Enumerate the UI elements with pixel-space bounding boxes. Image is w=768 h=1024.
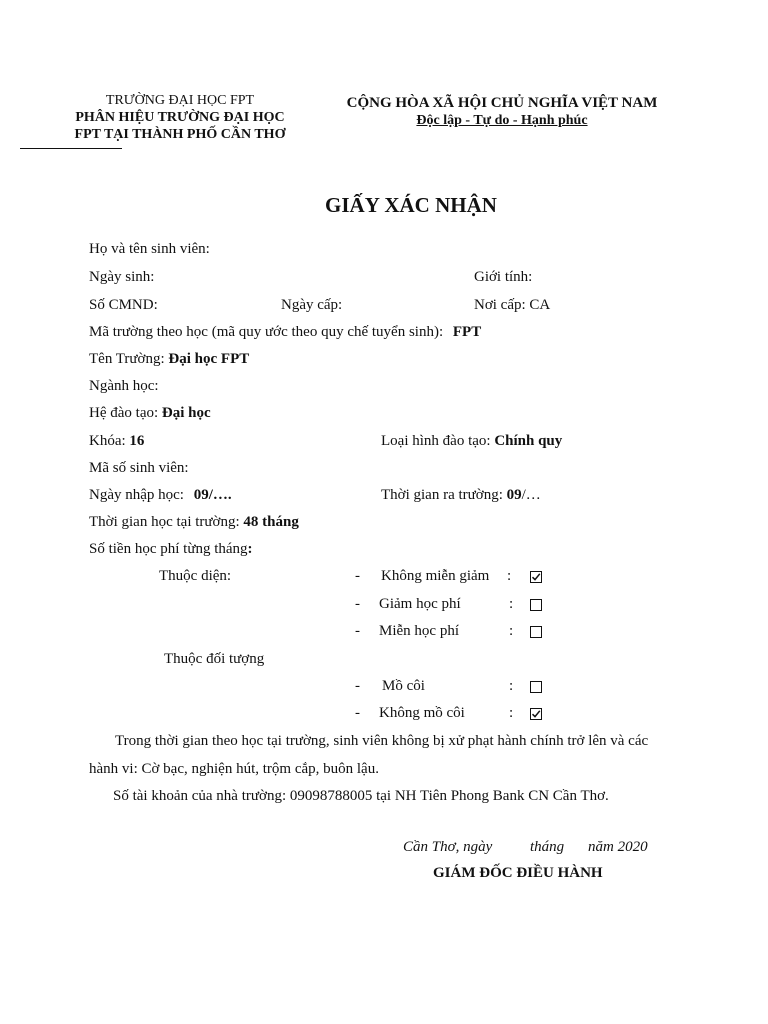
training-type-label: Loại hình đào tạo: xyxy=(381,433,495,449)
monthly-fee-label: Số tiền học phí từng tháng xyxy=(89,541,248,557)
checkbox-fee-reduction[interactable] xyxy=(530,599,542,611)
field-id-number: Số CMND: xyxy=(89,297,158,313)
school-name-value: Đại học FPT xyxy=(168,351,250,367)
training-level-label: Hệ đào tạo: xyxy=(89,405,162,421)
school-name: TRƯỜNG ĐẠI HỌC FPT xyxy=(105,93,255,108)
target-group-label: Thuộc đối tượng xyxy=(164,651,265,667)
field-study-duration xyxy=(89,514,299,531)
field-issue-place xyxy=(474,297,550,314)
field-student-id: Mã số sinh viên: xyxy=(89,460,189,476)
category-label: Thuộc diện: xyxy=(159,568,232,584)
branch-name-line1: PHÂN HIỆU TRƯỜNG ĐẠI HỌC xyxy=(75,110,285,125)
header-left-rule xyxy=(20,148,122,149)
option-label: Mồ côi xyxy=(382,678,425,694)
field-monthly-fee xyxy=(89,541,253,558)
school-code-value: FPT xyxy=(452,324,482,340)
place-date-part2: tháng xyxy=(530,839,565,855)
field-full-name: Họ và tên sinh viên: xyxy=(89,241,210,257)
option-dash: - xyxy=(355,596,360,612)
field-school-code xyxy=(89,324,481,341)
enroll-date-value: 09/…. xyxy=(193,487,232,503)
field-training-level xyxy=(89,405,211,422)
bank-account-info: Số tài khoản của nhà trường: 09098788005 tại NH Tiên Phong Bank CN Cần Thơ. xyxy=(113,788,609,804)
country-name: CỘNG HÒA XÃ HỘI CHỦ NGHĨA VIỆT NAM xyxy=(346,95,658,111)
option-colon: : xyxy=(507,568,512,584)
option-colon: : xyxy=(509,705,514,721)
motto-text: Độc lập - Tự do - Hạnh phúc xyxy=(416,113,588,128)
field-enroll-date xyxy=(89,487,232,504)
monthly-fee-colon: : xyxy=(247,541,253,557)
cohort-label: Khóa: xyxy=(89,433,130,449)
option-label: Không mồ côi xyxy=(379,705,465,721)
school-code-label: Mã trường theo học (mã quy ước theo quy chế tuyển sinh): xyxy=(89,324,444,340)
statement-line2: hành vi: Cờ bạc, nghiện hút, trộm cắp, buôn lậu. xyxy=(89,761,379,777)
field-gender: Giới tính: xyxy=(474,269,533,285)
cohort-value: 16 xyxy=(129,433,145,449)
option-colon: : xyxy=(509,596,514,612)
check-icon xyxy=(531,572,541,582)
field-cohort xyxy=(89,433,144,450)
issue-place-label: Nơi cấp: xyxy=(474,297,530,313)
graduation-label: Thời gian ra trường: xyxy=(381,487,507,503)
option-dash: - xyxy=(355,568,360,584)
motto xyxy=(322,112,682,130)
option-colon: : xyxy=(509,623,514,639)
field-graduation-date xyxy=(381,487,541,504)
checkbox-no-discount[interactable] xyxy=(530,571,542,583)
option-dash: - xyxy=(355,623,360,639)
option-dash: - xyxy=(355,678,360,694)
graduation-value: 09 xyxy=(506,487,522,503)
statement-line1: Trong thời gian theo học tại trường, sinh viên không bị xử phạt hành chính trở lên và các xyxy=(115,733,649,749)
field-training-type xyxy=(381,433,562,450)
option-label: Không miễn giảm xyxy=(381,568,490,584)
study-duration-label: Thời gian học tại trường: xyxy=(89,514,244,530)
school-name-label: Tên Trường: xyxy=(89,351,169,367)
place-date-part3: năm 2020 xyxy=(588,839,648,855)
option-dash: - xyxy=(355,705,360,721)
option-label: Giảm học phí xyxy=(379,596,461,612)
signatory-title: GIÁM ĐỐC ĐIỀU HÀNH xyxy=(433,865,603,881)
checkbox-not-orphan[interactable] xyxy=(530,708,542,720)
study-duration-value: 48 tháng xyxy=(243,514,299,530)
school-header xyxy=(40,92,320,143)
national-header xyxy=(322,94,682,130)
training-level-value: Đại học xyxy=(161,405,211,421)
option-label: Miễn học phí xyxy=(379,623,459,639)
graduation-suffix: /… xyxy=(521,487,541,503)
checkbox-orphan[interactable] xyxy=(530,681,542,693)
place-date-part1: Cần Thơ, ngày xyxy=(403,839,493,855)
issue-place-value: CA xyxy=(529,297,551,313)
field-major: Ngành học: xyxy=(89,378,159,394)
check-icon xyxy=(531,709,541,719)
field-dob: Ngày sinh: xyxy=(89,269,155,285)
document-title: GIẤY XÁC NHẬN xyxy=(325,193,497,217)
branch-name-line2: FPT TẠI THÀNH PHỐ CẦN THƠ xyxy=(74,127,286,142)
field-issue-date: Ngày cấp: xyxy=(281,297,343,313)
option-colon: : xyxy=(509,678,514,694)
training-type-value: Chính quy xyxy=(494,433,563,449)
enroll-date-label: Ngày nhập học: xyxy=(89,487,184,503)
checkbox-fee-exemption[interactable] xyxy=(530,626,542,638)
field-school-name xyxy=(89,351,249,368)
